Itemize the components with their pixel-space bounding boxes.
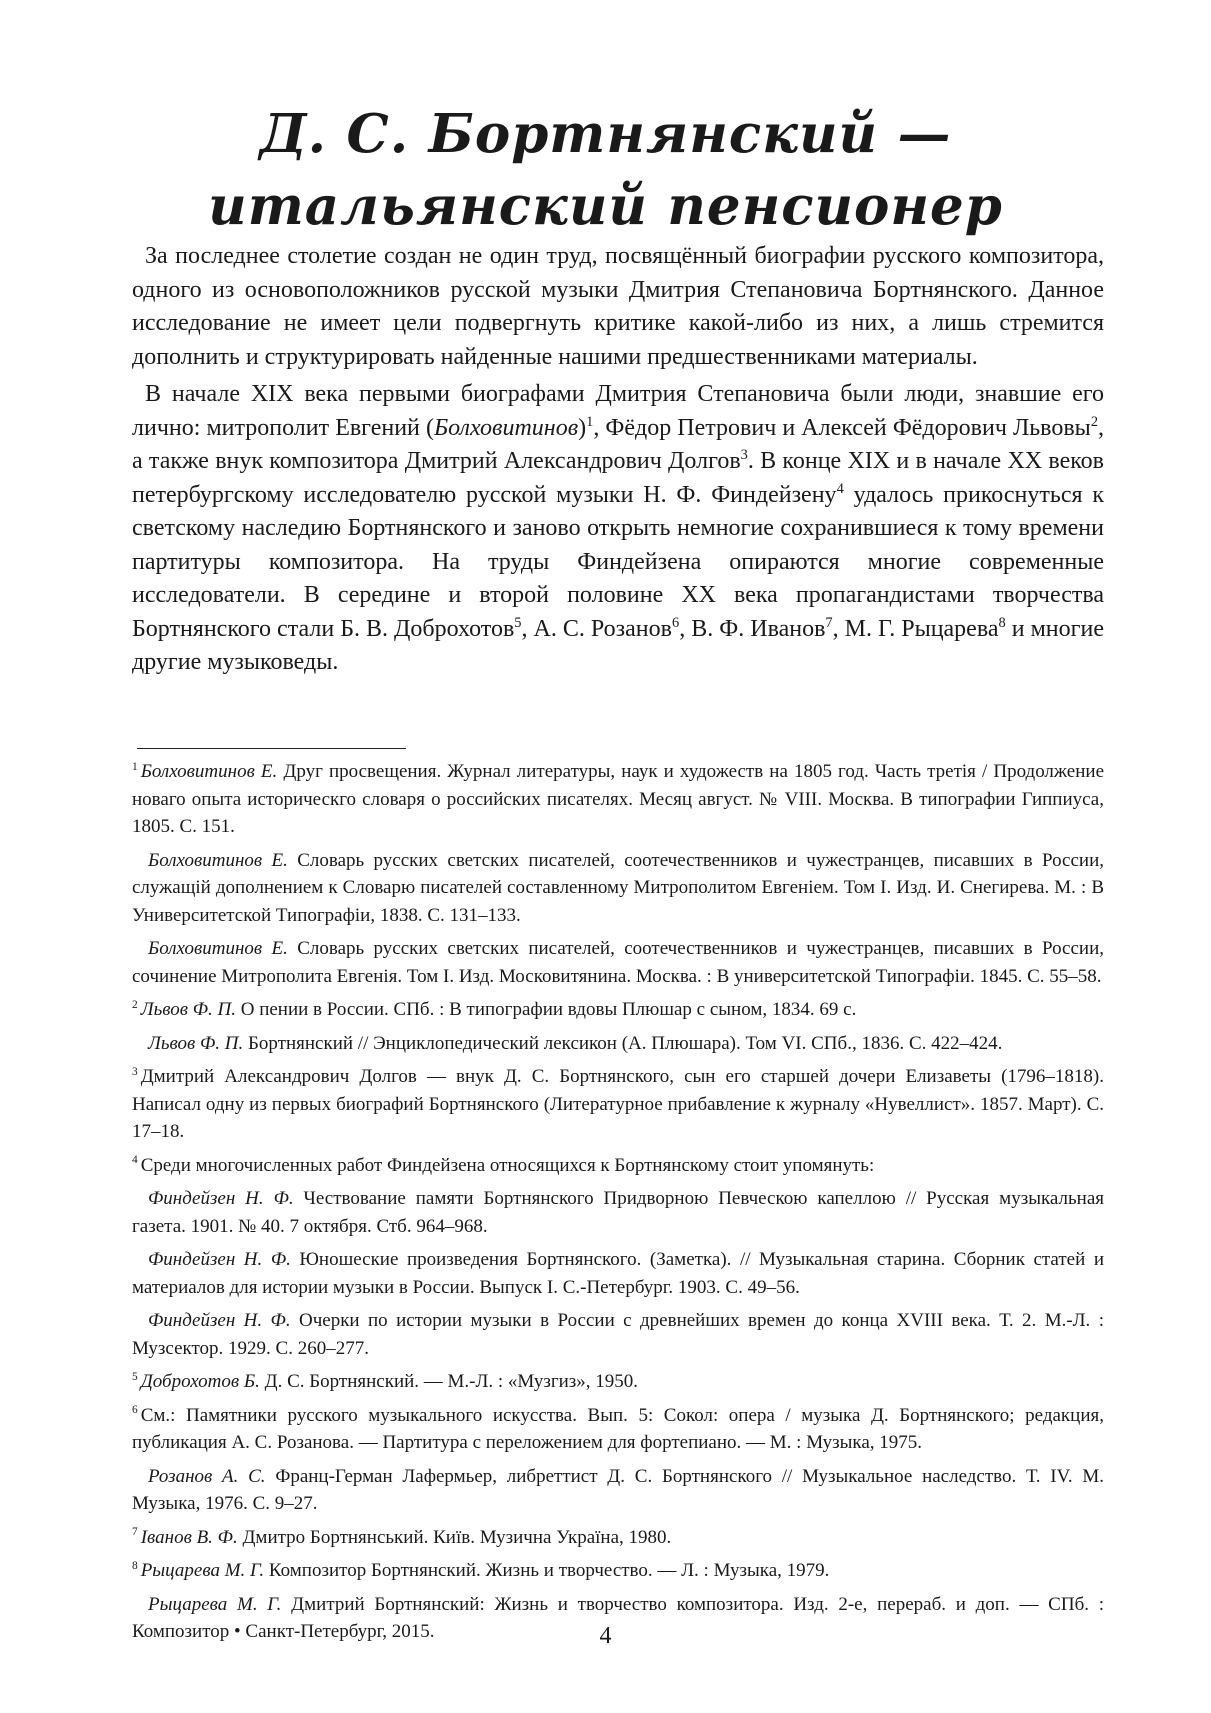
- footnote-entry: [132, 1246, 1104, 1301]
- italic-text: Львов Ф. П.: [140, 999, 236, 1020]
- text-segment: Очерки по истории музыки в России с древнейших времен до конца XVIII века. Т. 2. М.-Л. : Музсектор. 1929. С. 260–277.: [132, 1310, 1104, 1359]
- footnote-entry: [132, 1402, 1104, 1457]
- text-segment: Дмитро Бортнянський. Київ. Музична Україна, 1980.: [237, 1526, 672, 1548]
- footnote-reference: 2: [1090, 413, 1099, 430]
- italic-text: Финдейзен Н. Ф.: [148, 1310, 291, 1331]
- text-segment: Дмитрий Бортнянский: Жизнь и творчество композитора. Изд. 2-е, перераб. и доп. — СПб. : Композитор • Санкт-Петербург, 2015.: [132, 1593, 1104, 1642]
- italic-text: Болховитинов: [433, 414, 579, 441]
- footnote-reference: 5: [514, 614, 522, 631]
- footnote-number: 5: [132, 1370, 138, 1383]
- footnote: [132, 1152, 1104, 1363]
- text-segment: Юношеские произведения Бортнянского. (Заметка). // Музыкальная старина. Сборник статей и материалов для истории музыки в России. Выпуск I. С.-Петербург. 1903. С. 49–56.: [132, 1249, 1104, 1298]
- text-segment: См.: Памятники русского музыкального искусства. Вып. 5: Сокол: опера / музыка Д. Бортнянского; редакция, публикация А. С. Розанова. — Партитура с переложением для фортепиано. — М. : Музыка, 1975.: [132, 1404, 1104, 1453]
- footnote-number: 4: [132, 1154, 138, 1167]
- footnote-number: 7: [132, 1526, 138, 1539]
- text-segment: удалось прикоснуться к светскому наследию Бортнянского и заново открыть немногие сохранившиеся к тому времени партитуры композитора. На труды Финдейзена опираются многие современные исследователи. В середине и второй половине XX века пропагандистами творчества Бортнянского стали Б. В. Доброхотов: [132, 481, 1105, 642]
- footnote-reference: 6: [671, 614, 680, 631]
- footnote-number: 2: [132, 998, 138, 1011]
- footnote-reference: 1: [586, 413, 594, 430]
- footnote-entry: [132, 1307, 1104, 1362]
- footnote-reference: 3: [740, 447, 748, 463]
- text-segment: Словарь русских светских писателей, соотечественников и чужестранцев, писавших в России, сочинение Митрополита Евгенія. Том I. Изд. Московитянина. Москва. : В университетской Типографіи. 1845. С. 55–58.: [132, 938, 1104, 987]
- page-title: [0, 98, 1211, 242]
- footnote-entry: [132, 1524, 1104, 1552]
- paragraph: [132, 240, 1104, 374]
- footnote: [132, 1063, 1104, 1146]
- italic-text: Розанов А. С.: [148, 1465, 266, 1487]
- page-number: 4: [599, 1623, 612, 1649]
- text-segment: Д. С. Бортнянский. — М.-Л. : «Музгиз», 1950.: [259, 1371, 639, 1392]
- footnote-entry: [132, 1030, 1104, 1058]
- italic-text: Рыцарева М. Г.: [148, 1593, 282, 1615]
- italic-text: Болховитинов Е.: [148, 938, 288, 959]
- footnote-reference: 4: [836, 480, 844, 497]
- text-segment: , В. Ф. Иванов: [679, 615, 826, 642]
- italic-text: Финдейзен Н. Ф.: [148, 1249, 291, 1270]
- text-segment: , а также внук композитора Дмитрий Александрович Долгов: [132, 414, 1105, 474]
- main-text: [132, 240, 1104, 680]
- paragraph: [132, 378, 1104, 680]
- footnote-entry: [132, 1557, 1104, 1585]
- footnote-number: 3: [132, 1065, 138, 1078]
- text-segment: Друг просвещения. Журнал литературы, наук и художеств на 1805 год. Часть третія / Продолжение новаго опыта историческго словаря о российских писателях. Месяц август. № VIII. Москва. В типографии Гиппиуса, 1805. С. 151.: [132, 761, 1104, 837]
- footnote: [132, 996, 1104, 1057]
- title-line-1: Д. С. Бортнянский —: [259, 103, 952, 165]
- footnote-reference: 7: [825, 614, 833, 631]
- text-segment: ): [578, 414, 587, 441]
- footnote-divider: [137, 748, 406, 749]
- footnote-entry: [132, 1185, 1104, 1240]
- italic-text: Львов Ф. П.: [148, 1032, 244, 1054]
- text-segment: Словарь русских светских писателей, соотечественников и чужестранцев, писавших в России, служащій дополнением к Словарю писателей составленному Митрополитом Евгеніем. Том I. Изд. И. Снегирева. М. : В Университетской Типографіи, 1838. С. 131–133.: [132, 849, 1104, 926]
- text-segment: Франц-Герман Лафермьер, либреттист Д. С. Бортнянского // Музыкальное наследство. Т. IV. М. Музыка, 1976. С. 9–27.: [132, 1465, 1104, 1514]
- footnote-entry: [132, 758, 1104, 841]
- text-segment: В начале XIX века первыми биографами Дмитрия Степановича были люди, знавшие его лично: митрополит Евгений (: [132, 381, 1104, 441]
- italic-text: Рыцарева М. Г.: [140, 1560, 265, 1581]
- footnote-number: 8: [132, 1559, 138, 1572]
- text-segment: . В конце XIX и в начале XX веков петербургскому исследователю русской музыки Н. Ф. Финдейзену: [132, 448, 1104, 508]
- text-segment: , М. Г. Рыцарева: [832, 615, 999, 642]
- footnote-entry: [132, 1368, 1104, 1396]
- title-line-2: итальянский пенсионер: [208, 175, 1003, 237]
- footnote: [132, 1402, 1104, 1518]
- footnote-entry: [132, 847, 1104, 930]
- text-segment: и многие другие музыковеды.: [132, 615, 1104, 675]
- footnote-entry: [132, 1063, 1104, 1146]
- text-segment: О пении в России. СПб. : В типографии вдовы Плюшар с сыном, 1834. 69 с.: [235, 999, 857, 1020]
- footnote-reference: 8: [998, 614, 1006, 631]
- footnote-entry: [132, 935, 1104, 990]
- footnote: [132, 1524, 1104, 1552]
- text-segment: За последнее столетие создан не один труд, посвящённый биографии русского композитора, одного из основоположников русской музыки Дмитрия Степановича Бортнянского. Данное исследование не имеет цели подвергнуть критике какой-либо из них, а лишь стремится дополнить и структурировать найденные нашими предшественниками материалы.: [132, 243, 1104, 370]
- footnote-entry: [132, 996, 1104, 1024]
- italic-text: Болховитинов Е.: [140, 761, 278, 782]
- italic-text: Іванов В. Ф.: [140, 1526, 238, 1548]
- footnote-entry: [132, 1152, 1104, 1180]
- italic-text: Финдейзен Н. Ф.: [148, 1188, 294, 1209]
- text-segment: Чествование памяти Бортнянского Придворною Певческою капеллою // Русская музыкальная газета. 1901. № 40. 7 октября. Стб. 964–968.: [132, 1188, 1104, 1237]
- text-segment: Среди многочисленных работ Финдейзена относящихся к Бортнянскому стоит упомянуть:: [140, 1154, 875, 1176]
- italic-text: Доброхотов Б.: [140, 1371, 260, 1392]
- text-segment: , А. С. Розанов: [521, 615, 672, 642]
- footnote-entry: [132, 1463, 1104, 1518]
- footnote: [132, 758, 1104, 990]
- italic-text: Болховитинов Е.: [148, 849, 288, 871]
- text-segment: Композитор Бортнянский. Жизнь и творчество. — Л. : Музыка, 1979.: [264, 1560, 830, 1581]
- footnotes: [132, 758, 1104, 1652]
- footnote: [132, 1368, 1104, 1396]
- footnote-number: 1: [132, 760, 138, 773]
- footnote-number: 6: [132, 1404, 138, 1417]
- text-segment: Бортнянский // Энциклопедический лексикон (А. Плюшара). Том VI. СПб., 1836. С. 422–424.: [243, 1032, 1003, 1054]
- text-segment: Дмитрий Александрович Долгов — внук Д. С. Бортнянского, сын его старшей дочери Елизаветы (1796–1818). Написал одну из первых биографий Бортнянского (Литературное прибавление к журналу «Нувеллист». 1857. Март). С. 17–18.: [132, 1066, 1104, 1142]
- text-segment: , Фёдор Петрович и Алексей Фёдорович Львовы: [593, 414, 1091, 441]
